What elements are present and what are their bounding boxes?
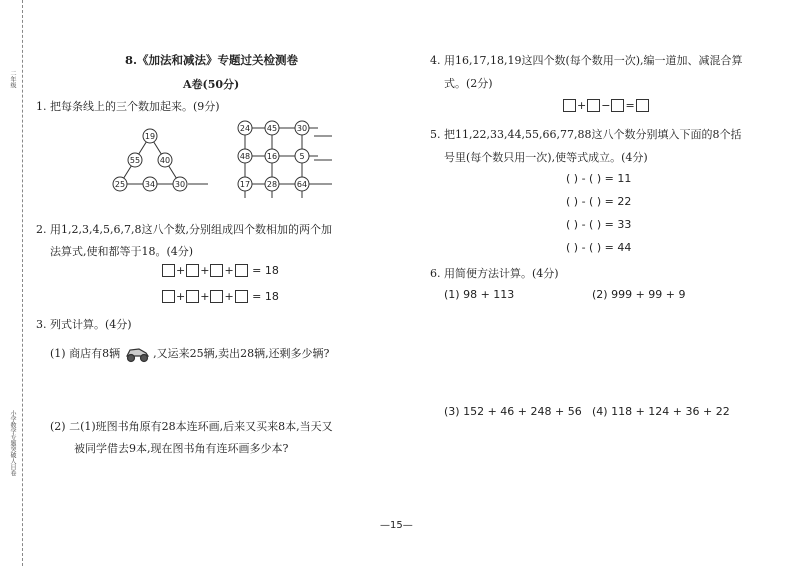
q3-part1-b: ,又运来25辆,卖出28辆,还剩多少辆? bbox=[153, 347, 330, 360]
q2-result: = 18 bbox=[252, 263, 279, 277]
side-series-label: 小学数学专题突破人目卷 bbox=[9, 410, 16, 476]
tri-bottom-mid: 34 bbox=[144, 180, 156, 189]
page-subtitle: A卷(50分) bbox=[183, 78, 240, 91]
answer-box[interactable] bbox=[210, 264, 223, 277]
answer-box[interactable] bbox=[636, 99, 649, 112]
answer-box[interactable] bbox=[162, 264, 175, 277]
q1-figures bbox=[100, 118, 340, 198]
q3-part1 bbox=[50, 345, 329, 363]
grid-cell: 24 bbox=[239, 124, 251, 133]
tri-top: 19 bbox=[144, 132, 156, 141]
q5-equation[interactable]: ( ) - ( ) = 22 bbox=[566, 195, 632, 208]
q5-text-line1: 5. 把11,22,33,44,55,66,77,88这八个数分别填入下面的8个括 bbox=[430, 128, 742, 141]
q4-equation: + − = bbox=[563, 98, 649, 112]
grid-cell: 5 bbox=[299, 152, 305, 161]
side-grade-label: 二年级 bbox=[9, 70, 16, 88]
q3-part2-line2: 被同学借去9本,现在图书角有连环画多少本? bbox=[74, 442, 289, 455]
page-title: 8.《加法和减法》专题过关检测卷 bbox=[125, 53, 299, 67]
q5-equation[interactable]: ( ) - ( ) = 33 bbox=[566, 218, 632, 231]
q3-text: 3. 列式计算。(4分) bbox=[36, 318, 132, 331]
q6-item-4: (4) 118 + 124 + 36 + 22 bbox=[592, 405, 730, 418]
grid-cell: 16 bbox=[266, 152, 278, 161]
answer-box[interactable] bbox=[162, 290, 175, 303]
q6-item-1: (1) 98 + 113 bbox=[444, 288, 515, 301]
q2-text-line1: 2. 用1,2,3,4,5,6,7,8这八个数,分别组成四个数相加的两个加 bbox=[36, 223, 332, 236]
grid-cell: 17 bbox=[239, 180, 251, 189]
answer-box[interactable] bbox=[235, 264, 248, 277]
answer-box[interactable] bbox=[186, 290, 199, 303]
tri-mid-left: 55 bbox=[129, 156, 141, 165]
q5-equation[interactable]: ( ) - ( ) = 44 bbox=[566, 241, 632, 254]
q3-part2-line1: (2) 二(1)班图书角原有28本连环画,后来又买来8本,当天又 bbox=[50, 420, 333, 433]
q3-part1-a: (1) 商店有8辆 bbox=[50, 347, 121, 360]
q2-equation-1: + + + = 18 bbox=[162, 263, 280, 277]
q4-text-line2: 式。(2分) bbox=[444, 77, 493, 90]
q6-item-2: (2) 999 + 99 + 9 bbox=[592, 288, 686, 301]
q6-text: 6. 用简便方法计算。(4分) bbox=[430, 267, 559, 280]
q2-equation-2: + + + = 18 bbox=[162, 289, 280, 303]
tri-bottom-left: 25 bbox=[114, 180, 126, 189]
q5-equation[interactable]: ( ) - ( ) = 11 bbox=[566, 172, 632, 185]
tri-bottom-right: 30 bbox=[174, 180, 186, 189]
q5-text-line2: 号里(每个数只用一次),使等式成立。(4分) bbox=[444, 151, 648, 164]
tri-mid-right: 40 bbox=[159, 156, 171, 165]
grid-cell: 28 bbox=[266, 180, 278, 189]
q6-item-3: (3) 152 + 46 + 248 + 56 bbox=[444, 405, 582, 418]
q4-text-line1: 4. 用16,17,18,19这四个数(每个数用一次),编一道加、减混合算 bbox=[430, 54, 743, 67]
answer-box[interactable] bbox=[186, 264, 199, 277]
answer-box[interactable] bbox=[587, 99, 600, 112]
q2-text-line2: 法算式,使和都等于18。(4分) bbox=[50, 245, 194, 258]
grid-cell: 30 bbox=[296, 124, 308, 133]
grid-cell: 45 bbox=[266, 124, 278, 133]
q2-result: = 18 bbox=[252, 289, 279, 303]
answer-box[interactable] bbox=[563, 99, 576, 112]
binding-strip bbox=[0, 0, 23, 566]
answer-box[interactable] bbox=[210, 290, 223, 303]
car-icon bbox=[124, 345, 150, 363]
answer-box[interactable] bbox=[611, 99, 624, 112]
page-number: —15— bbox=[380, 520, 413, 531]
q1-text: 1. 把每条线上的三个数加起来。(9分) bbox=[36, 100, 220, 113]
answer-box[interactable] bbox=[235, 290, 248, 303]
grid-cell: 48 bbox=[239, 152, 251, 161]
grid-cell: 64 bbox=[296, 180, 308, 189]
